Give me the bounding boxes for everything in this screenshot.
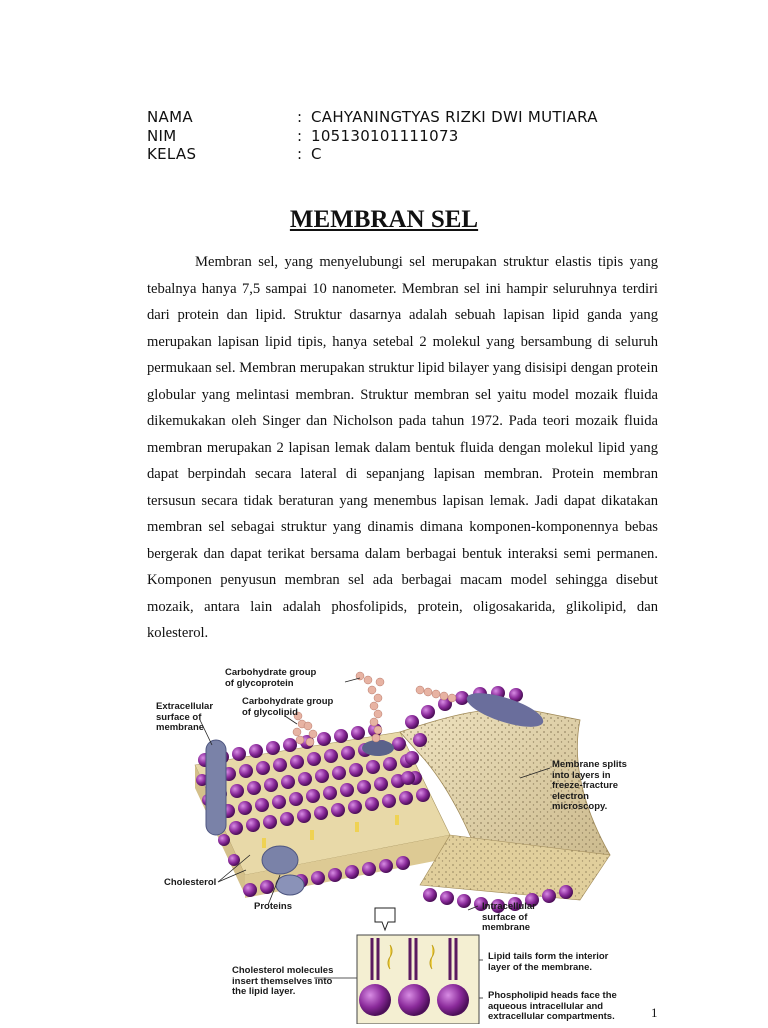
name-label: NAMA — [147, 108, 193, 126]
body-paragraph: Membran sel, yang menyelubungi sel merupakan struktur elastis tipis yang tebalnya hanya 7,5 sampai 10 nanometer. Membran sel ini hampir seluruhnya terdiri dari protein dan lipid. Struktur dasarnya adalah sebuah lapisan lipid ganda yang merupakan lapisan lipid tipis, hanya setebal 2 molekul yang bersambung di seluruh permukaan sel. Membran merupakan struktur lipid bilayer yang disisipi dengan protein globular yang melintasi membran. Struktur membran sel yaitu model mozaik fluida dikemukakan oleh Singer dan Nicholson pada tahun 1972. Pada teori mozaik fluida membran merupakan 2 lapisan lemak dalam bentuk fluida dengan molekul lipid yang dapat berpindah secara lateral di sepanjang lapisan membran. Protein membran tersusun secara tidak beraturan yang menembus lapisan lemak. Jadi dapat dikatakan membran sel sebagai struktur yang dinamis dimana komponen-komponennya bebas bergerak dan dapat terikat bersama dalam berbagai bentuk interaksi semi permanen. Komponen penyusun membran sel ada berbagai macam model sehingga disebut mozaik, antara lain adalah phosfolipids, protein, oligosakarida, glikolipid, dan kolesterol. — [147, 254, 658, 641]
nim-value: 105130101111073 — [311, 126, 459, 145]
surface-protein — [362, 740, 394, 756]
name-colon: : — [297, 108, 303, 126]
class-label: KELAS — [147, 145, 197, 163]
name-row — [147, 108, 598, 127]
class-value: C — [311, 145, 322, 163]
student-info — [147, 108, 598, 164]
nim-row — [147, 127, 598, 146]
class-row — [147, 145, 598, 164]
label-glycoprotein: Carbohydrate group of glycoprotein — [225, 667, 317, 689]
label-proteins: Proteins — [254, 901, 293, 912]
peripheral-protein — [262, 846, 298, 874]
page-number: 1 — [651, 1005, 658, 1020]
integral-protein — [206, 740, 226, 835]
class-colon: : — [297, 145, 303, 163]
document-title: MEMBRAN SEL — [289, 206, 479, 233]
label-intracellular: Intracellular surface of membrane — [482, 901, 536, 933]
nim-label: NIM — [147, 126, 177, 145]
bilayer-inset — [357, 935, 479, 1024]
label-cholesterol: Cholesterol — [164, 877, 217, 888]
name-value: CAHYANINGTYAS RIZKI DWI MUTIARA — [311, 108, 598, 126]
label-cholesterol-molecules: Cholesterol molecules insert themselves into the lipid layer. — [232, 965, 334, 997]
label-glycolipid: Carbohydrate group of glycolipid — [242, 696, 334, 718]
label-extracellular: Extracellular surface of membrane — [156, 701, 214, 733]
zoom-arrow-icon — [375, 908, 395, 930]
cell-membrane-figure — [150, 660, 670, 1024]
label-lipid-tails: Lipid tails form the interior layer of the membrane. — [488, 951, 609, 973]
label-phospholipid-heads: Phospholipid heads face the aqueous intracellular and extracellular compartments. — [488, 990, 617, 1022]
nim-colon: : — [297, 126, 303, 145]
label-freeze-fracture: Membrane splits into layers in freeze-fracture electron microscopy. — [552, 759, 627, 812]
